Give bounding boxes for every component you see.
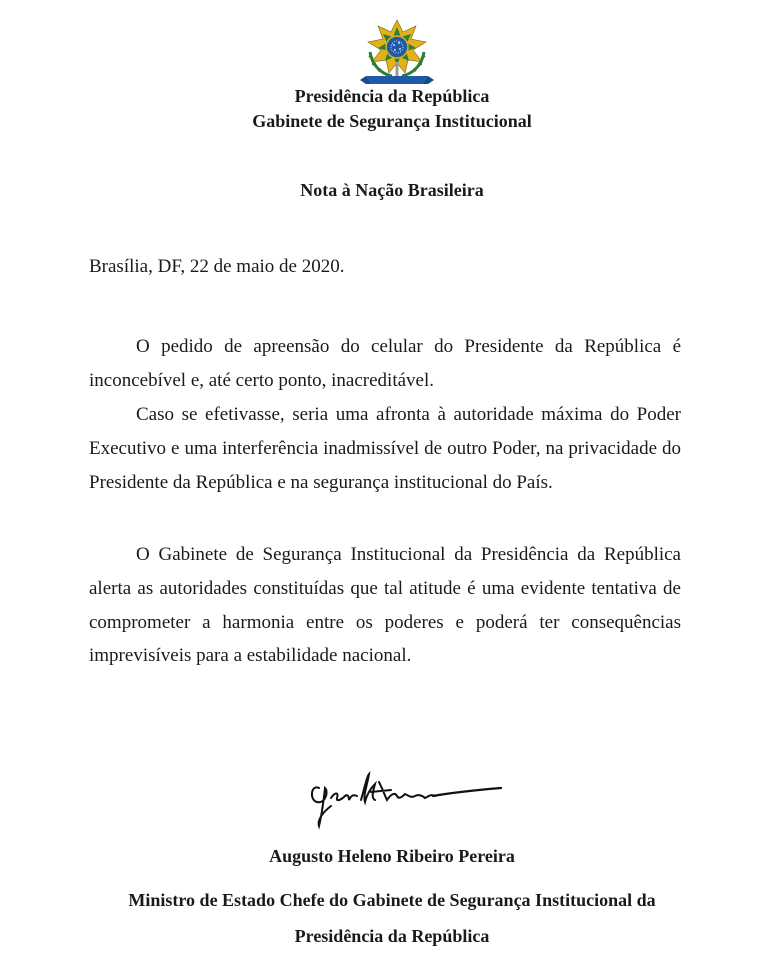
- paragraph-text: O Gabinete de Segurança Institucional da Presidência da República alerta as autoridades constituídas que tal atitude é uma evidente tentativa de comprometer a harmonia entre os poderes e poderá ter consequências imprevisíveis para a estabilidade nacional.: [89, 544, 681, 667]
- paragraph-text: Caso se efetivasse, seria uma afronta à autoridade máxima do Poder Executivo e uma interferência inadmissível de outro Poder, na privacidade do Presidente da República e na segurança institucional do País.: [89, 404, 681, 493]
- body-paragraph-2: [89, 398, 681, 499]
- document-title: Nota à Nação Brasileira: [300, 180, 484, 200]
- header-office: Gabinete de Segurança Institucional: [252, 111, 532, 131]
- signatory-role: [0, 882, 784, 954]
- signatory-name: Augusto Heleno Ribeiro Pereira: [269, 846, 515, 866]
- header-institution: Presidência da República: [294, 86, 490, 106]
- signatory-role-line-2: Presidência da República: [294, 926, 490, 946]
- handwritten-signature-icon: [305, 766, 505, 832]
- paragraph-text: O pedido de apreensão do celular do Presidente da República é inconcebível e, até certo ponto, inacreditável.: [89, 336, 681, 391]
- body-paragraph-3: [89, 538, 681, 673]
- coat-of-arms-icon: [356, 18, 438, 86]
- body-paragraph-1: [89, 330, 681, 398]
- document-date: Brasília, DF, 22 de maio de 2020.: [89, 256, 345, 277]
- signatory-role-line-1: Ministro de Estado Chefe do Gabinete de Segurança Institucional da: [128, 890, 656, 910]
